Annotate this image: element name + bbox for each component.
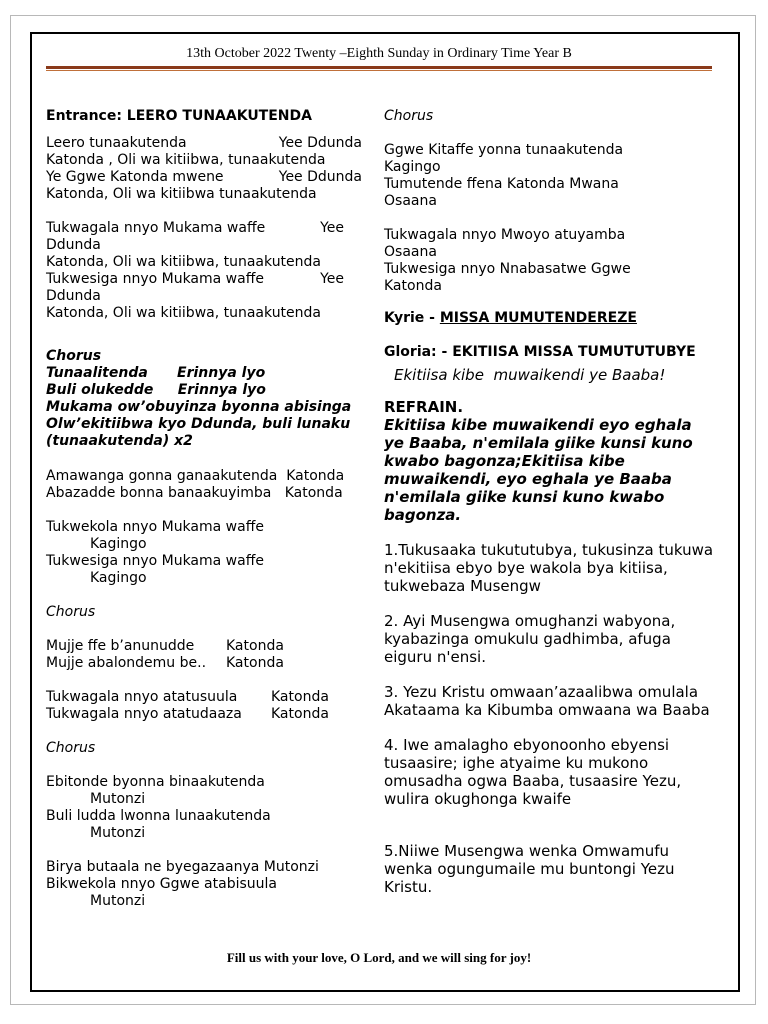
verse-line: Ddunda <box>46 288 101 304</box>
gloria-stanza: 4. Iwe amalagho ebyonoonho ebyensi tusaasire; ighe atyaime ku mukono omusadha ogwa Baaba, tusaasire Yezu, wulira okughonga kwaife <box>384 736 682 808</box>
verse-line: Osaana <box>384 244 437 260</box>
chorus-line: Mukama ow’obuyinza byonna abisinga <box>46 399 352 415</box>
chorus-heading: Chorus <box>46 348 102 364</box>
verse-line: Mujje ffe b’anunudde Katonda <box>46 638 284 654</box>
gloria-stanza: 3. Yezu Kristu omwaan’azaalibwa omulala Akataama ka Kibumba omwaana wa Baaba <box>384 683 710 719</box>
verse-line: Mutonzi <box>90 791 146 807</box>
kyrie-title: MISSA MUMUTENDEREZE <box>439 310 637 326</box>
chorus-heading: Chorus <box>384 108 434 124</box>
gloria-subtitle: Ekitiisa kibe muwaikendi ye Baaba! <box>394 366 666 384</box>
gloria-stanza: 1.Tukusaaka tukututubya, tukusinza tukuwa n'ekitiisa ebyo bye wakola bya kitiisa, tukwebaza Musengw <box>384 541 714 595</box>
verse-line: Ye Ggwe Katonda mwene Yee Ddunda <box>46 169 362 185</box>
verse-line: Kagingo <box>90 570 147 586</box>
right-column <box>384 108 714 896</box>
chorus-line: Buli olukedde Erinnya lyo <box>46 382 266 398</box>
verse-line: Tukwagala nnyo Mukama waffe Yee <box>46 220 344 236</box>
verse-line: Ggwe Kitaffe yonna tunaakutenda <box>384 142 624 158</box>
chorus-heading: Chorus <box>46 604 96 620</box>
chorus-line: (tunaakutenda) x2 <box>46 433 193 449</box>
page-footer: Fill us with your love, O Lord, and we will sing for joy! <box>226 950 532 965</box>
refrain-text: Ekitiisa kibe muwaikendi eyo eghala ye Baaba, n'emilala giike kunsi kuno kwabo bagonza;Ekitiisa kibe muwaikendi, eyo eghala ye Baaba n'emilala giike kunsi kuno kwabo bagonza. <box>384 416 693 524</box>
entrance-heading: Entrance: LEERO TUNAAKUTENDA <box>46 108 312 124</box>
verse-line: Amawanga gonna ganaakutenda Katonda <box>46 468 345 484</box>
verse-line: Katonda, Oli wa kitiibwa, tunaakutenda <box>46 254 322 270</box>
chorus-line: Olw’ekitiibwa kyo Ddunda, buli lunaku <box>46 416 351 432</box>
verse-line: Kagingo <box>90 536 147 552</box>
verse-line: Mutonzi <box>90 893 146 909</box>
page-header: 13th October 2022 Twenty –Eighth Sunday in Ordinary Time Year B <box>186 46 572 61</box>
header-rule-thin <box>46 70 712 71</box>
verse-line: Birya butaala ne byegazaanya Mutonzi <box>46 859 319 875</box>
chorus-heading: Chorus <box>46 740 96 756</box>
verse-line: Osaana <box>384 193 437 209</box>
verse-line: Kagingo <box>384 159 441 175</box>
verse-line: Buli ludda lwonna lunaakutenda <box>46 808 271 824</box>
left-column <box>46 108 362 910</box>
verse-line: Ddunda <box>46 237 101 253</box>
verse-line: Katonda, Oli wa kitiibwa tunaakutenda <box>46 186 317 202</box>
verse-line: Tukwagala nnyo atatusuula Katonda <box>46 689 329 705</box>
kyrie-heading: Kyrie - MISSA MUMUTENDEREZE <box>384 310 637 326</box>
verse-line: Bikwekola nnyo Ggwe atabisuula <box>46 876 277 892</box>
refrain-heading: REFRAIN. <box>384 398 464 416</box>
gloria-heading: Gloria: - EKITIISA MISSA TUMUTUTUBYE <box>384 344 696 360</box>
verse-line: Katonda , Oli wa kitiibwa, tunaakutenda <box>46 152 326 168</box>
header-rule <box>46 66 712 69</box>
gloria-stanza: 2. Ayi Musengwa omughanzi wabyona, kyabazinga omukulu gadhimba, afuga eiguru n'ensi. <box>384 612 676 666</box>
verse-line: Tukwesiga nnyo Nnabasatwe Ggwe <box>384 261 631 277</box>
verse-line: Tukwekola nnyo Mukama waffe <box>46 519 264 535</box>
verse-line: Ebitonde byonna binaakutenda <box>46 774 265 790</box>
verse-line: Tumutende ffena Katonda Mwana <box>384 176 619 192</box>
verse-line: Katonda, Oli wa kitiibwa, tunaakutenda <box>46 305 322 321</box>
verse-line: Tukwagala nnyo atatudaaza Katonda <box>46 706 329 722</box>
verse-line: Mutonzi <box>90 825 146 841</box>
verse-line: Katonda <box>384 278 442 294</box>
chorus-line: Tunaalitenda Erinnya lyo <box>46 365 266 381</box>
verse-line: Tukwesiga nnyo Mukama waffe Yee <box>46 271 344 287</box>
verse-line: Tukwagala nnyo Mwoyo atuyamba <box>384 227 626 243</box>
verse-line: Leero tunaakutenda Yee Ddunda <box>46 135 362 151</box>
verse-line: Mujje abalondemu be.. Katonda <box>46 655 284 671</box>
gloria-stanza: 5.Niiwe Musengwa wenka Omwamufu wenka ogungumaile mu buntongi Yezu Kristu. <box>384 842 675 896</box>
verse-line: Abazadde bonna banaakuyimba Katonda <box>46 485 343 501</box>
verse-line: Tukwesiga nnyo Mukama waffe <box>46 553 264 569</box>
